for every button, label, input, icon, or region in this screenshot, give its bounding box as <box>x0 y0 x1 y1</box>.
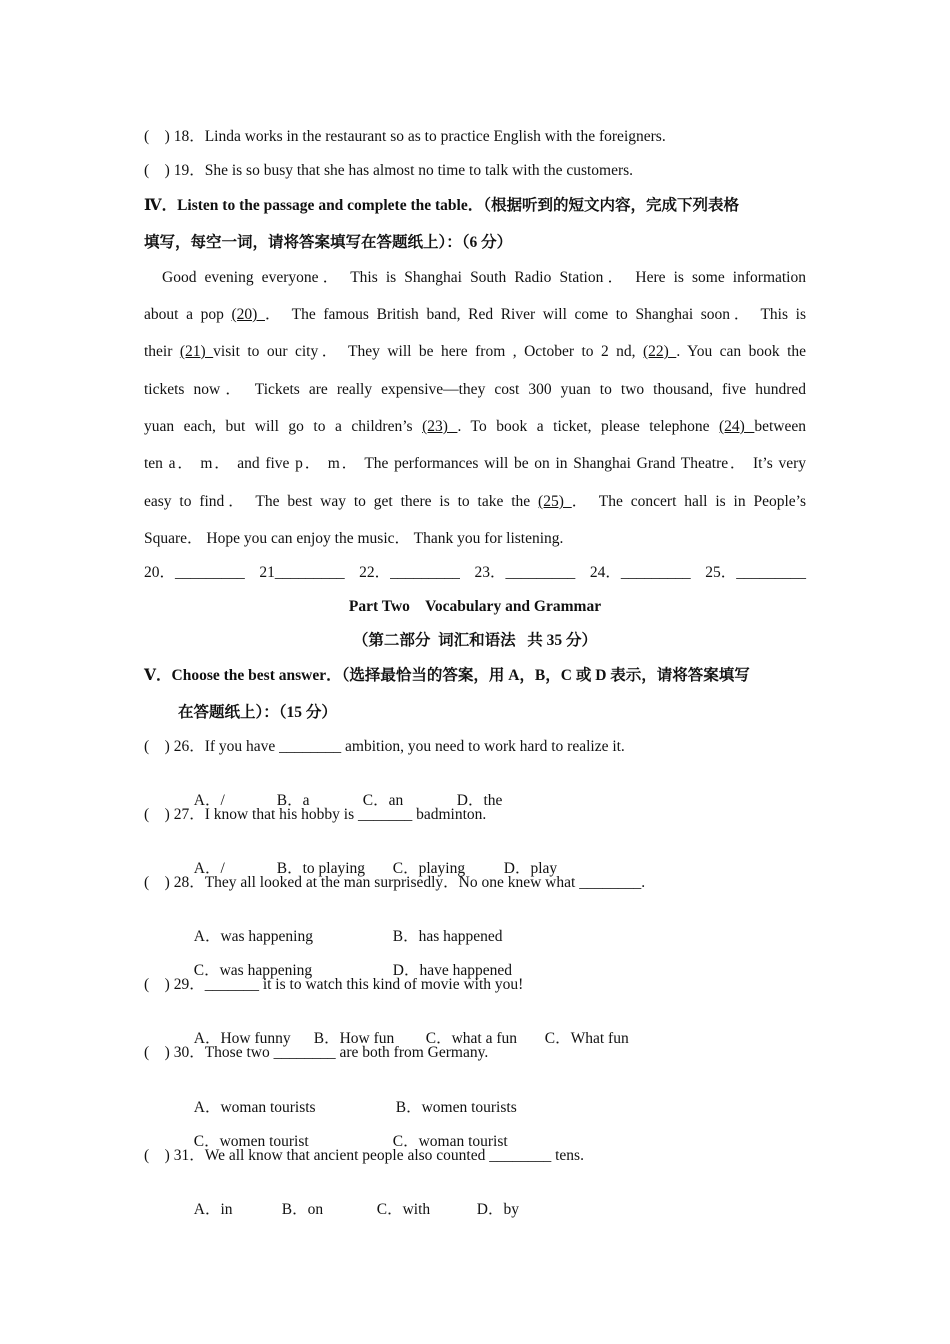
section-4-heading: Ⅳ．Listen to the passage and complete the table．（根据听到的短文内容，完成下列表格 <box>144 197 739 214</box>
option-d[interactable]: D．by <box>476 1201 519 1218</box>
option-d[interactable]: D．have happened <box>392 962 512 979</box>
option-a[interactable]: A．woman tourists <box>193 1099 316 1116</box>
blank-21: (21) <box>179 343 214 360</box>
option-b[interactable]: B．has happened <box>392 928 503 945</box>
question-26: ( ) 26．If you have ________ ambition, you need to work hard to realize it. <box>144 738 625 755</box>
option-b[interactable]: B．to playing <box>276 860 366 877</box>
question-27: ( ) 27．I know that his hobby is _______ badminton. <box>144 806 487 823</box>
blank-22: (22) <box>643 343 677 360</box>
option-c[interactable]: C．an <box>362 792 404 809</box>
question-30: ( ) 30．Those two ________ are both from Germany. <box>144 1044 489 1061</box>
question-18: ( ) 18．Linda works in the restaurant so as to practice English with the foreigners. <box>144 128 666 145</box>
option-c[interactable]: C．was happening <box>193 962 313 979</box>
option-b[interactable]: B．How fun <box>313 1030 395 1047</box>
option-b[interactable]: B．a <box>276 792 310 809</box>
option-d[interactable]: D．play <box>503 860 558 877</box>
passage-line-5: yuan each, but will go to a children’s (23) . To book a ticket, please telephone (24) between <box>144 418 807 435</box>
blank-20: (20) <box>231 306 265 323</box>
option-c[interactable]: C．with <box>376 1201 431 1218</box>
option-a[interactable]: A．/ <box>193 860 225 877</box>
answer-blank-22[interactable]: 22．_________ <box>359 564 460 581</box>
blank-25: (25) <box>538 493 572 510</box>
question-19: ( ) 19．She is so busy that she has almost no time to talk with the customers. <box>144 162 634 179</box>
option-c[interactable]: C．what a fun <box>425 1030 518 1047</box>
answer-blank-24[interactable]: 24．_________ <box>589 564 691 581</box>
blank-23: (23) <box>422 418 458 435</box>
passage-line-6: ten a． m． and five p． m． The performances will be on in Shanghai Grand Theatre． It’s very <box>144 455 806 472</box>
option-a[interactable]: A．How funny <box>193 1030 291 1047</box>
answer-blank-23[interactable]: 23．_________ <box>474 564 576 581</box>
passage-line-1: Good evening everyone． This is Shanghai South Radio Station． Here is some information <box>162 269 806 286</box>
question-29: ( ) 29．_______ it is to watch this kind of movie with you! <box>144 976 524 993</box>
passage-line-2: about a pop (20) ． The famous British band, Red River will come to Shanghai soon． This is <box>144 306 806 323</box>
option-a[interactable]: A．/ <box>193 792 225 809</box>
section-4-heading-cont: 填写，每空一词，请将答案填写在答题纸上）：（6 分） <box>144 234 513 251</box>
answer-blank-21[interactable]: 21_________ <box>259 564 345 581</box>
option-c-second[interactable]: C．woman tourist <box>392 1133 508 1150</box>
part-two-subtitle: （第二部分 词汇和语法 共 35 分） <box>352 632 598 649</box>
passage-line-7: easy to find． The best way to get there is to take the (25) ． The concert hall is in People’s <box>144 493 807 510</box>
option-b[interactable]: B．on <box>281 1201 324 1218</box>
passage-line-4: tickets now． Tickets are really expensive—they cost 300 yuan to two thousand, five hundred <box>144 381 806 398</box>
blank-24: (24) <box>719 418 755 435</box>
answer-blank-20[interactable]: 20．_________ <box>144 564 245 581</box>
section-5-heading: Ⅴ．Choose the best answer．（选择最恰当的答案，用 A，B，C 或 D 表示，请将答案填写 <box>144 667 750 684</box>
option-a[interactable]: A．in <box>193 1201 233 1218</box>
answer-blank-25[interactable]: 25．_________ <box>705 564 806 581</box>
part-two-title: Part Two Vocabulary and Grammar <box>348 598 602 615</box>
option-a[interactable]: A．was happening <box>193 928 313 945</box>
answer-blanks-row <box>144 563 806 583</box>
question-31: ( ) 31．We all know that ancient people also counted ________ tens. <box>144 1147 584 1164</box>
option-b[interactable]: B．women tourists <box>395 1099 517 1116</box>
question-28: ( ) 28．They all looked at the man surprisedly．No one knew what ________. <box>144 874 646 891</box>
option-c[interactable]: C．women tourist <box>193 1133 309 1150</box>
option-d[interactable]: C．What fun <box>544 1030 629 1047</box>
section-5-heading-cont: 在答题纸上）：（15 分） <box>178 704 337 721</box>
option-c[interactable]: C．playing <box>392 860 466 877</box>
question-31-options <box>186 1180 519 1220</box>
option-d[interactable]: D．the <box>456 792 503 809</box>
passage-line-3: their (21) visit to our city． They will be here from , October to 2 nd, (22) . You can book the <box>144 343 807 360</box>
passage-line-8: Square． Hope you can enjoy the music． Thank you for listening. <box>144 530 564 547</box>
